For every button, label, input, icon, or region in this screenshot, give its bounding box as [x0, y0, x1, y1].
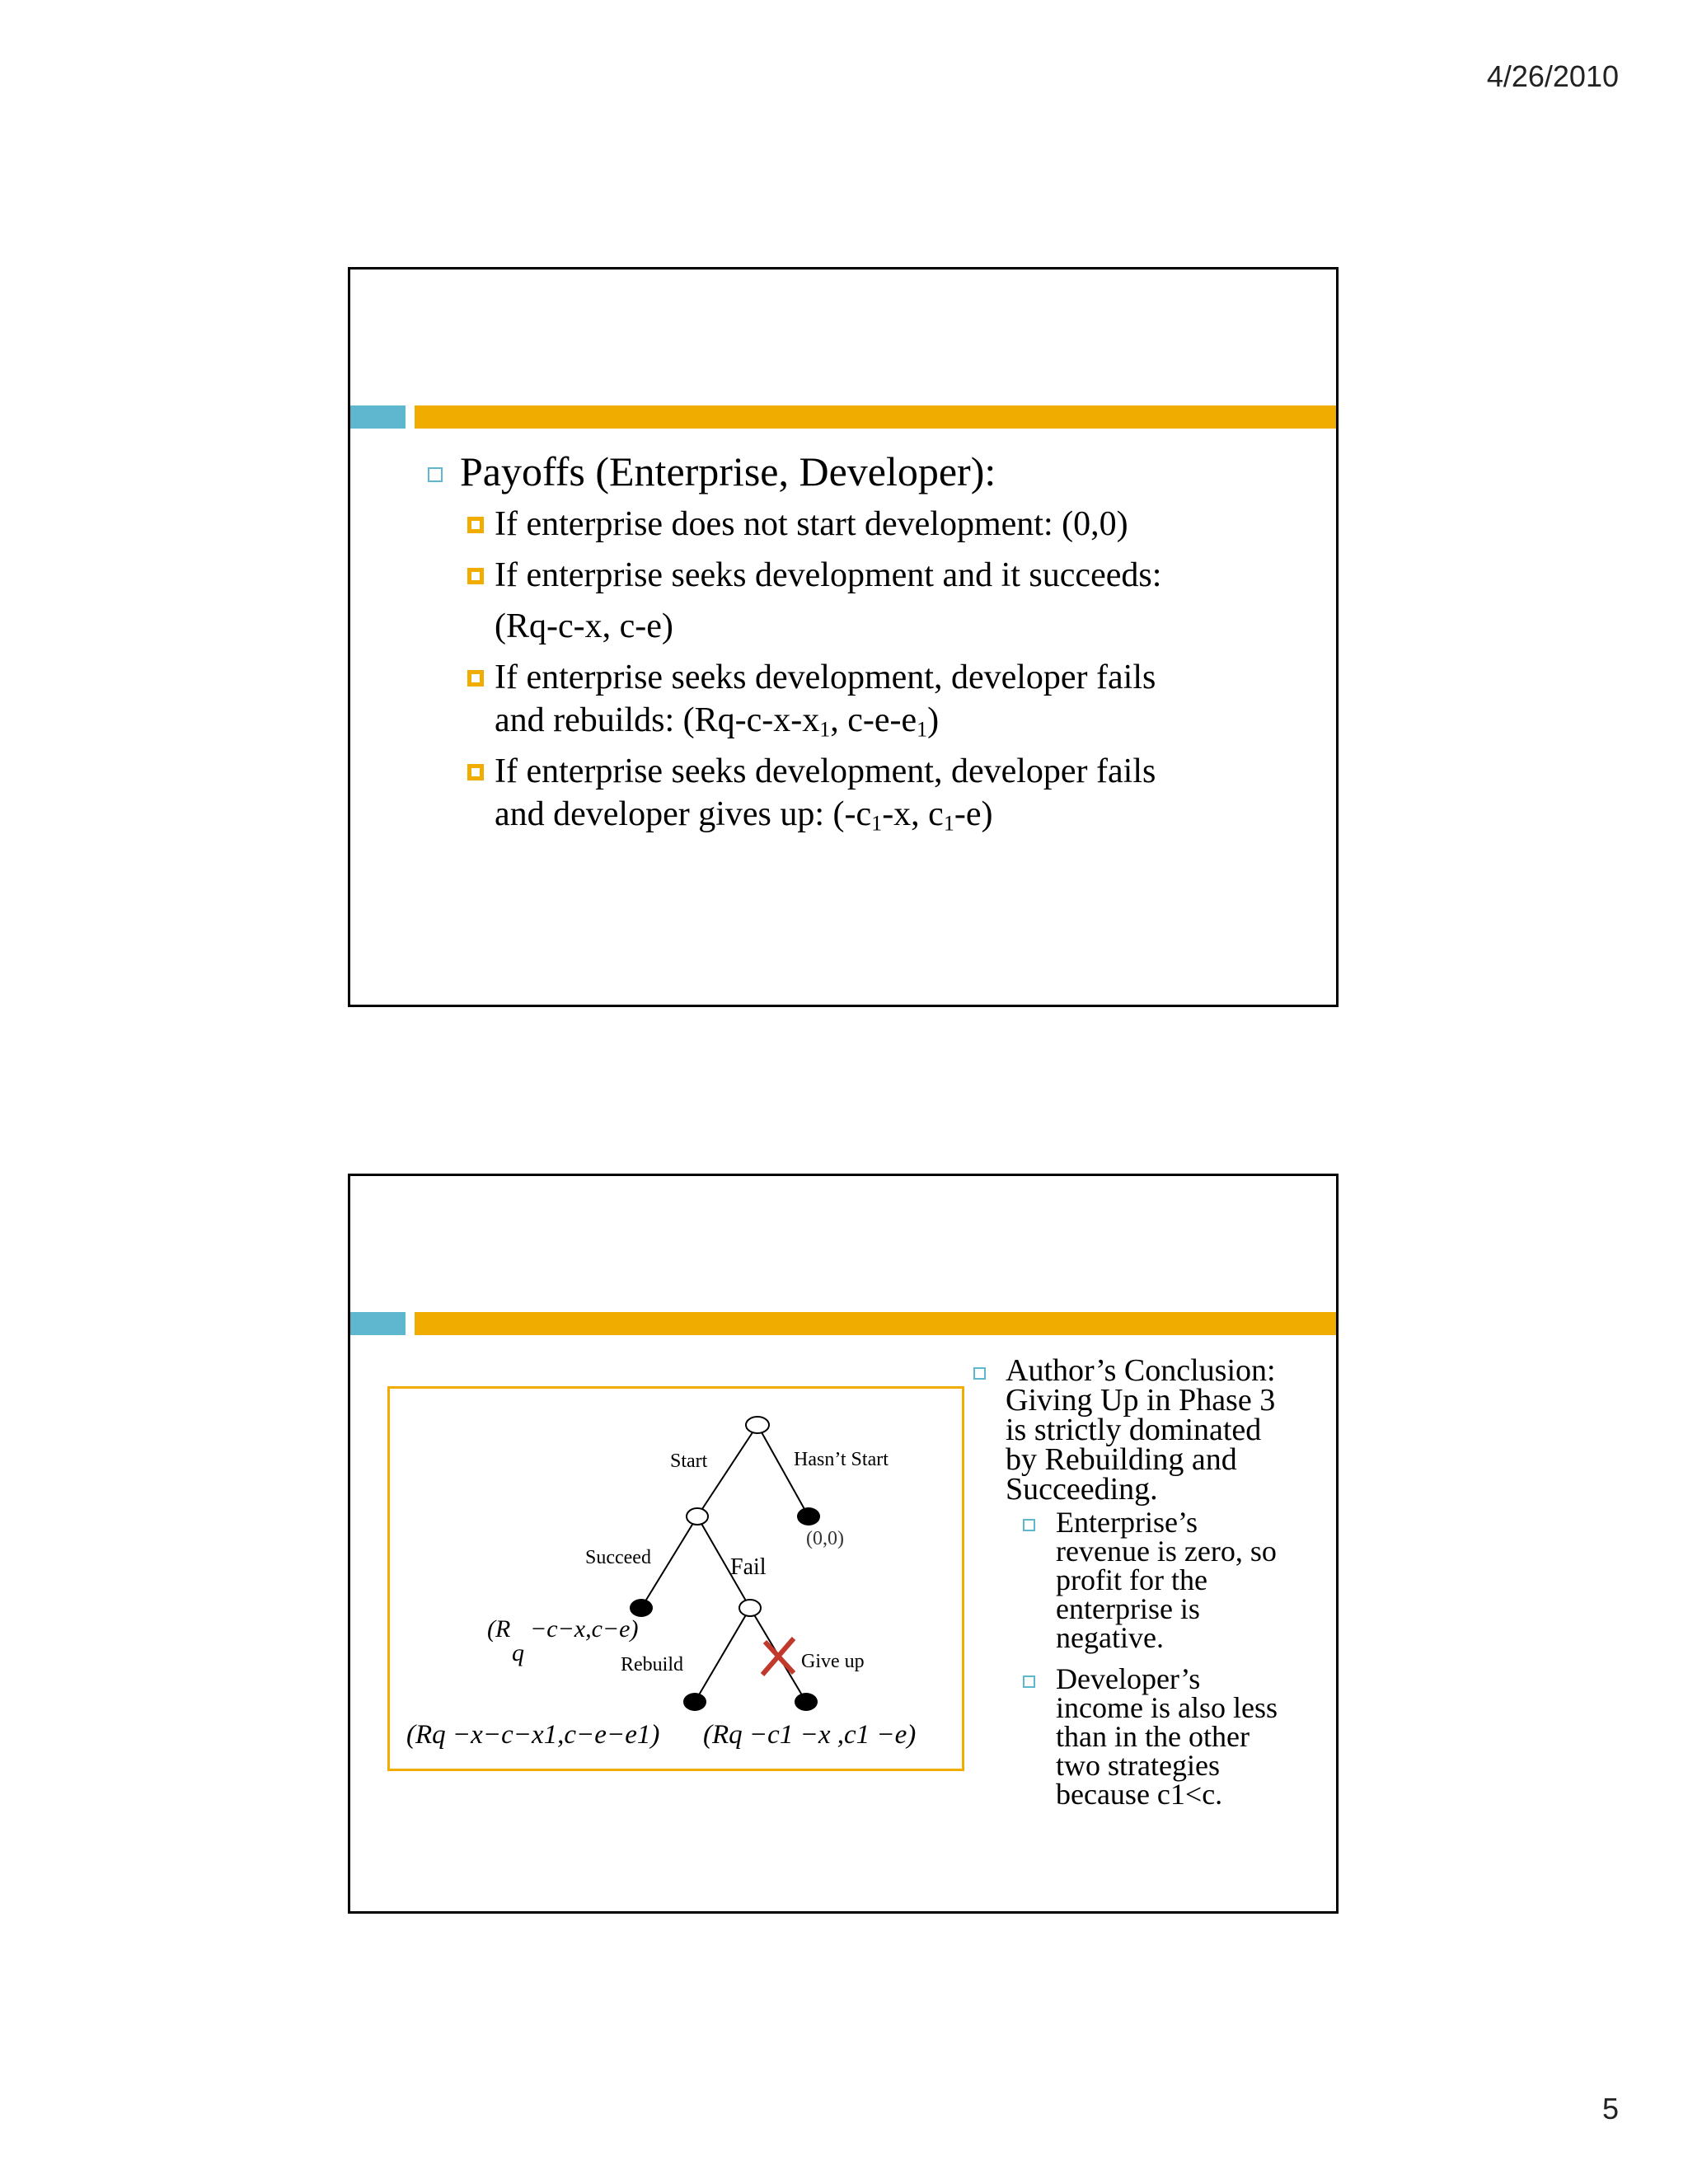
sub2-line3: than in the other [1056, 1720, 1250, 1753]
bullet-square-icon [467, 764, 484, 780]
game-tree-diagram [390, 1389, 962, 1769]
payoff-rebuild-text-a: and rebuilds: (Rq-c-x-x [495, 701, 820, 739]
label-payoff-succeed-a: (R [487, 1615, 511, 1643]
sub1-line5: negative. [1056, 1621, 1164, 1654]
root-node [746, 1417, 769, 1433]
conclusion-line2: Giving Up in Phase 3 [1006, 1383, 1276, 1418]
payoff-no-start: If enterprise does not start development: (0,0) [495, 505, 1128, 543]
sub2-line2: income is also less [1056, 1691, 1278, 1724]
page-date: 4/26/2010 [1486, 59, 1619, 93]
terminal-node [795, 1693, 818, 1711]
payoff-giveup-text-c: -e) [954, 795, 993, 833]
decision-node [739, 1600, 761, 1616]
payoff-rebuild-line2 [495, 698, 939, 752]
label-payoff-succeed-b: −c−x,c−e) [530, 1615, 639, 1643]
terminal-node [797, 1507, 820, 1526]
title-bar-gold-band [415, 1312, 1336, 1335]
title-bar [350, 1312, 1336, 1335]
payoff-succeed-line1: If enterprise seeks development and it succeeds: [495, 556, 1162, 594]
payoff-rebuild-text-c: ) [927, 701, 940, 739]
sub2-line4: two strategies [1056, 1749, 1220, 1782]
subscript: 1 [917, 717, 928, 742]
label-payoff-succeed-q: q [512, 1639, 524, 1666]
bullet-square-icon [1023, 1675, 1035, 1688]
game-tree-figure [387, 1386, 964, 1771]
cross-icon [762, 1638, 794, 1675]
conclusion-line5: Succeeding. [1006, 1472, 1158, 1507]
edge-rebuild [695, 1608, 750, 1702]
subscript: 1 [943, 811, 954, 836]
label-payoff-00: (0,0) [806, 1528, 844, 1549]
payoff-rebuild-line1: If enterprise seeks development, developer fails [495, 658, 1156, 696]
slide-conclusion [348, 1174, 1339, 1914]
decision-node [687, 1508, 708, 1525]
slide-payoffs [348, 267, 1339, 1007]
title-bar-blue-block [350, 405, 406, 429]
bullet-square-icon [973, 1367, 986, 1380]
sub1-line3: profit for the [1056, 1563, 1207, 1596]
title-bar-blue-block [350, 1312, 406, 1335]
conclusion-line4: by Rebuilding and [1006, 1442, 1237, 1477]
label-give-up: Give up [801, 1651, 865, 1672]
label-payoff-rebuild: (Rq −x−c−x1,c−e−e1) [406, 1720, 660, 1750]
payoff-giveup-text-a: and developer gives up: (-c [495, 795, 872, 833]
label-payoff-giveup: (Rq −c1 −x ,c1 −e) [703, 1720, 917, 1750]
subscript: 1 [819, 717, 831, 742]
payoff-giveup-text-b: -x, c [882, 795, 944, 833]
sub2-line1: Developer’s [1056, 1662, 1201, 1695]
label-hasnt-start: Hasn’t Start [794, 1449, 889, 1470]
bullet-square-icon [428, 467, 443, 482]
slide1-heading: Payoffs (Enterprise, Developer): [460, 448, 996, 494]
sub2-line5: because c1<c. [1056, 1778, 1223, 1811]
bullet-square-icon [1023, 1519, 1035, 1531]
bullet-square-icon [467, 670, 484, 687]
terminal-node [630, 1599, 653, 1617]
label-succeed: Succeed [585, 1547, 651, 1568]
payoff-giveup-line1: If enterprise seeks development, developer fails [495, 752, 1156, 790]
bullet-square-icon [467, 517, 484, 533]
page-number: 5 [1601, 2092, 1619, 2125]
payoff-rebuild-text-b: , c-e-e [830, 701, 917, 739]
label-fail: Fail [730, 1554, 767, 1580]
payoff-giveup-line2 [495, 792, 992, 846]
payoff-succeed-line2: (Rq-c-x, c-e) [495, 607, 673, 645]
title-bar-gold-band [415, 405, 1336, 429]
subscript: 1 [871, 811, 883, 836]
bullet-square-icon [467, 568, 484, 584]
sub1-line4: enterprise is [1056, 1592, 1200, 1625]
sub1-line2: revenue is zero, so [1056, 1535, 1277, 1568]
conclusion-line1: Author’s Conclusion: [1006, 1353, 1276, 1388]
label-start: Start [670, 1451, 708, 1472]
edge-hasnt-start [757, 1425, 809, 1516]
terminal-node [683, 1693, 706, 1711]
conclusion-line3: is strictly dominated [1006, 1413, 1262, 1447]
label-rebuild: Rebuild [621, 1654, 683, 1675]
title-bar [350, 405, 1336, 429]
sub1-line1: Enterprise’s [1056, 1506, 1198, 1539]
